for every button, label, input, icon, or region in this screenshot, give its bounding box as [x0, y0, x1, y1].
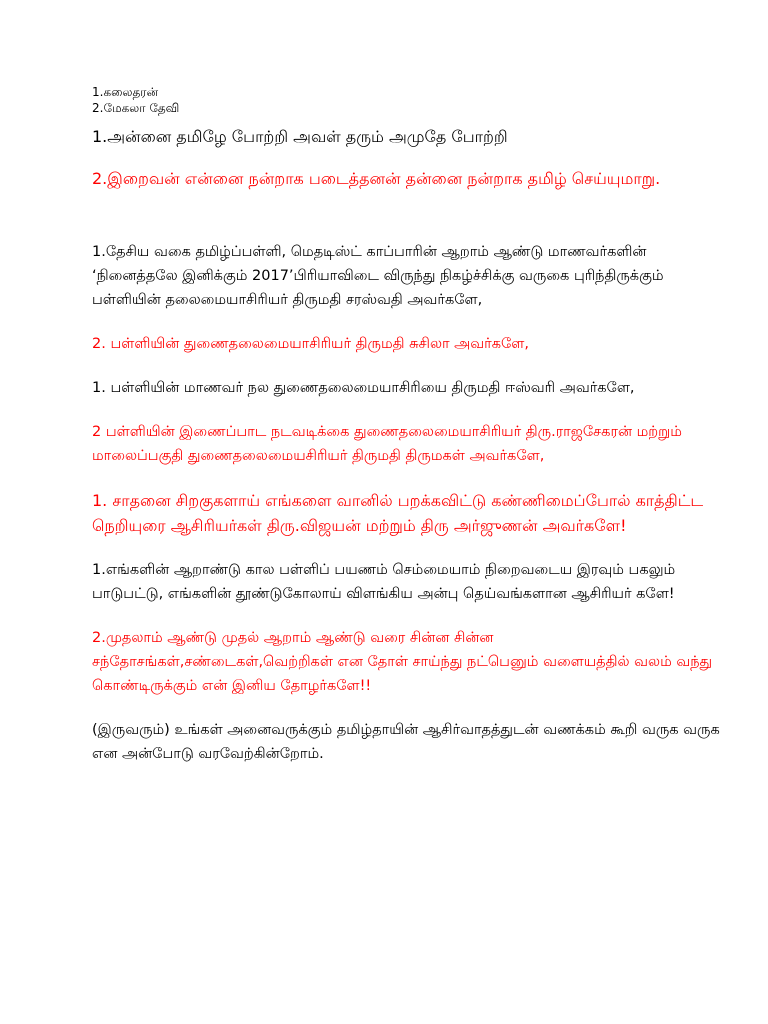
- greeting-paragraph-2: 2. பள்ளியின் துணைதலைமையாசிரியர் திருமதி சுசிலா அவர்களே,: [92, 336, 529, 352]
- greeting-paragraph-7: 2.முதலாம் ஆண்டு முதல் ஆறாம் ஆண்டு வரை சின்ன சின்ன சந்தோசங்கள்,சண்டைகள்,வெற்றிகள் என தோள் சாய்ந்து நட்பெனும் வளையத்தில் வலம் வந்து கொண்டிருக்கும் என் இனிய தோழர்களே!!: [92, 630, 713, 694]
- greeting-paragraph-6: 1.எங்களின் ஆறாண்டு கால பள்ளிப் பயணம் செம்மையாம் நிறைவடைய இரவும் பகலும் பாடுபட்டு, எங்களின் தூண்டுகோலாய் விளங்கிய அன்பு தெய்வங்களான ஆசிரியர் களே!: [92, 562, 676, 602]
- verse-line-1: 1.அன்னை தமிழே போற்றி அவள் தரும் அமுதே போற்றி: [92, 127, 508, 146]
- speaker-name-1: 1.கலைதரன்: [92, 85, 159, 99]
- document-page: [92, 84, 732, 766]
- greeting-paragraph-3: 1. பள்ளியின் மாணவர் நல துணைதலைமையாசிரியை திருமதி ஈஸ்வரி அவர்களே,: [92, 380, 635, 396]
- greeting-paragraph-8: (இருவரும்) உங்கள் அனைவருக்கும் தமிழ்தாயின் ஆசிர்வாதத்துடன் வணக்கம் கூறி வருக வருக என அன்போடு வரவேற்கின்றோம்.: [92, 722, 720, 762]
- greeting-paragraph-4: 2 பள்ளியின் இணைப்பாட நடவடிக்கை துணைதலைமையாசிரியர் திரு.ராஜசேகரன் மற்றும் மாலைப்பகுதி துணைதலைமையசிரியர் திருமதி திருமகள் அவர்களே,: [92, 424, 682, 464]
- speaker-name-2: 2.மேகலா தேவி: [92, 101, 180, 115]
- greeting-paragraph-1: 1.தேசிய வகை தமிழ்ப்பள்ளி, மெதடிஸ்ட் காப்பாரின் ஆறாம் ஆண்டு மாணவர்களின் ‘நினைத்தலே இனிக்கும் 2017’பிரியாவிடை விருந்து நிகழ்ச்சிக்கு வருகை புரிந்திருக்கும் பள்ளியின் தலைமையாசிரியர் திருமதி சரஸ்வதி அவர்களே,: [92, 244, 664, 308]
- greeting-paragraph-5: 1. சாதனை சிறகுகளாய் எங்களை வானில் பறக்கவிட்டு கண்ணிமைப்போல் காத்திட்ட நெறியுரை ஆசிரியர்கள் திரு.விஜயன் மற்றும் திரு அர்ஜுணன் அவர்களே!: [92, 491, 704, 535]
- verse-line-2: 2.இறைவன் என்னை நன்றாக படைத்தனன் தன்னை நன்றாக தமிழ் செய்யுமாறு.: [92, 169, 661, 188]
